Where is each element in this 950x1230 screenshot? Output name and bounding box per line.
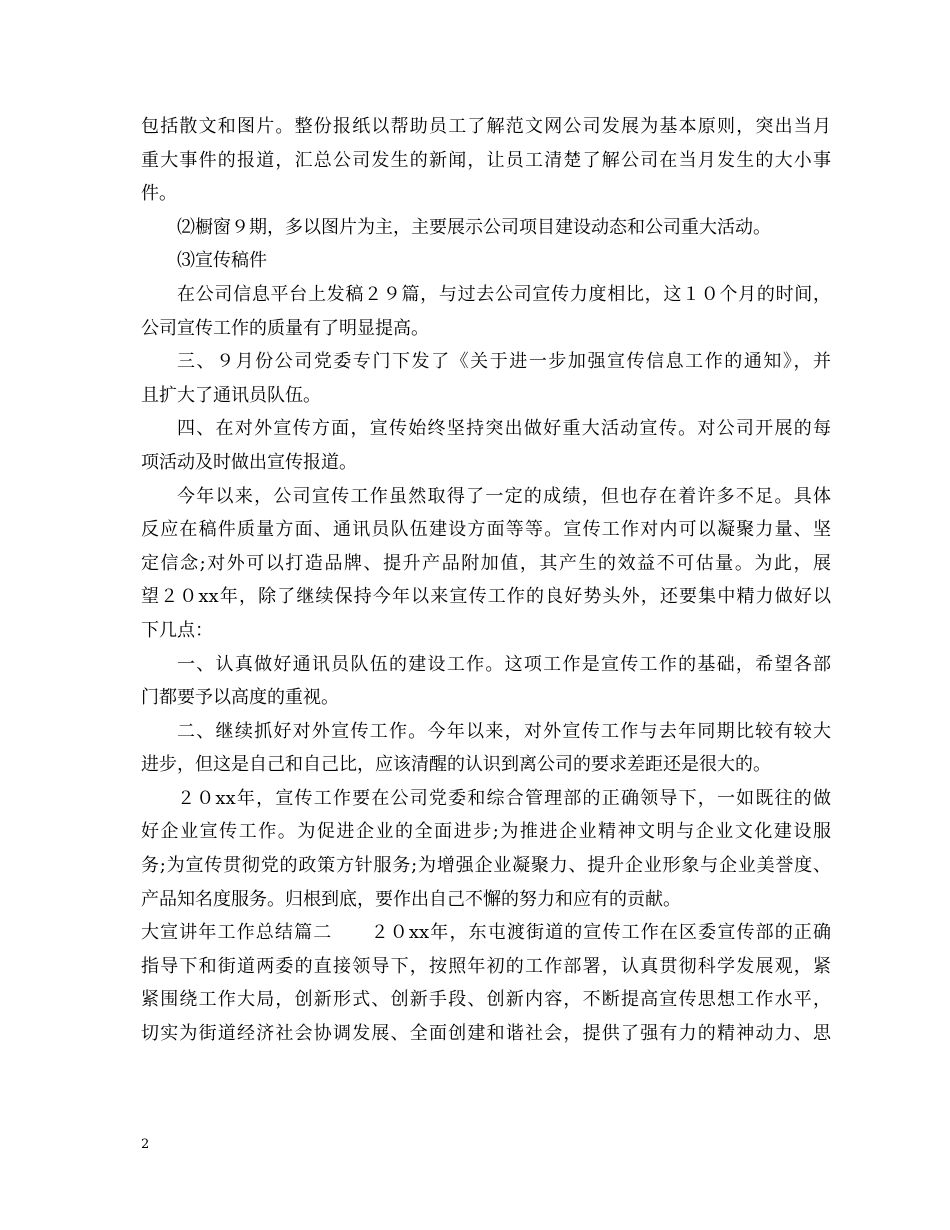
text-line: 三、９月份公司党委专门下发了《关于进一步加强宣传信息工作的通知》，并 bbox=[177, 351, 831, 373]
text-line: ⑵橱窗９期，多以图片为主，主要展示公司项目建设动态和公司重大活动。 bbox=[177, 216, 771, 238]
text-line: 二、继续抓好对外宣传工作。今年以来，对外宣传工作与去年同期比较有较大 bbox=[177, 720, 831, 742]
text-line: 公司宣传工作的质量有了明显提高。 bbox=[141, 317, 429, 339]
text-line: ⑶宣传稿件 bbox=[177, 250, 267, 272]
text-line: 产品知名度服务。归根到底，要作出自己不懈的努力和应有的贡献。 bbox=[141, 888, 681, 910]
text-line: 下几点： bbox=[141, 619, 213, 641]
text-line: 大宣讲年工作总结篇二 ２０xx年，东屯渡街道的宣传工作在区委宣传部的正确 bbox=[141, 922, 831, 944]
text-line: 切实为街道经济社会协调发展、全面创建和谐社会，提供了强有力的精神动力、思 bbox=[141, 1023, 831, 1045]
text-line: 指导下和街道两委的直接领导下，按照年初的工作部署，认真贯彻科学发展观，紧 bbox=[141, 955, 831, 977]
text-line: 定信念;对外可以打造品牌、提升产品附加值，其产生的效益不可估量。为此，展 bbox=[141, 552, 831, 574]
text-line: 件。 bbox=[141, 183, 177, 205]
text-line: 门都要予以高度的重视。 bbox=[141, 687, 339, 709]
text-line: 进步，但这是自己和自己比，应该清醒的认识到离公司的要求差距还是很大的。 bbox=[141, 754, 771, 776]
text-line: 包括散文和图片。整份报纸以帮助员工了解范文网公司发展为基本原则，突出当月 bbox=[141, 116, 831, 137]
body-text bbox=[141, 110, 831, 1051]
text-line: 四、在对外宣传方面，宣传始终坚持突出做好重大活动宣传。对公司开展的每 bbox=[177, 418, 831, 440]
text-line: 今年以来，公司宣传工作虽然取得了一定的成绩，但也存在着许多不足。具体 bbox=[177, 485, 831, 507]
text-line: 项活动及时做出宣传报道。 bbox=[141, 451, 357, 473]
text-line: 一、认真做好通讯员队伍的建设工作。这项工作是宣传工作的基础，希望各部 bbox=[177, 653, 831, 675]
page-number: 2 bbox=[141, 1137, 150, 1152]
text-line: 反应在稿件质量方面、通讯员队伍建设方面等等。宣传工作对内可以凝聚力量、坚 bbox=[141, 519, 831, 541]
text-line: 重大事件的报道，汇总公司发生的新闻，让员工清楚了解公司在当月发生的大小事 bbox=[141, 149, 831, 171]
text-line: 且扩大了通讯员队伍。 bbox=[141, 384, 321, 406]
text-line: ２０xx年，宣传工作要在公司党委和综合管理部的正确领导下，一如既往的做 bbox=[177, 787, 831, 809]
text-line: 紧围绕工作大局，创新形式、创新手段、创新内容，不断提高宣传思想工作水平， bbox=[141, 989, 831, 1011]
text-line: 务;为宣传贯彻党的政策方针服务;为增强企业凝聚力、提升企业形象与企业美誉度、 bbox=[141, 855, 831, 877]
text-line: 在公司信息平台上发稿２９篇，与过去公司宣传力度相比，这１０个月的时间， bbox=[177, 283, 831, 305]
text-line: 望２０xx年，除了继续保持今年以来宣传工作的良好势头外，还要集中精力做好以 bbox=[141, 586, 831, 608]
text-line: 好企业宣传工作。为促进企业的全面进步;为推进企业精神文明与企业文化建设服 bbox=[141, 821, 831, 843]
